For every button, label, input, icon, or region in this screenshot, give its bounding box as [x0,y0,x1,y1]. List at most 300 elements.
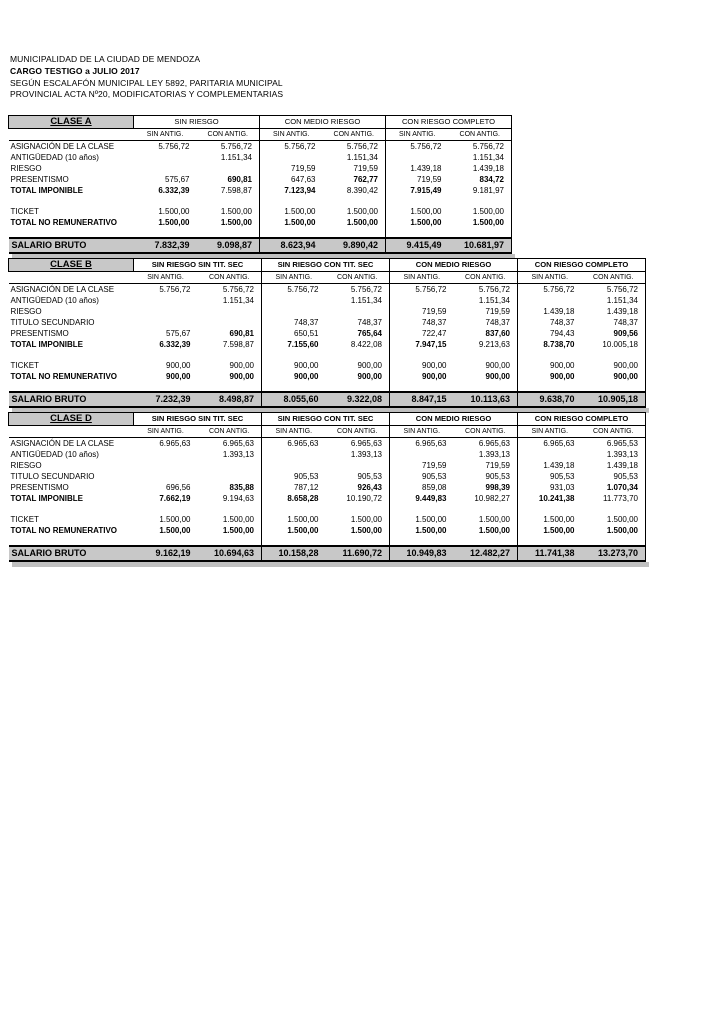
subheader-cell: CON ANTIG. [326,272,390,284]
group-header: CON MEDIO RIESGO [390,413,518,426]
row-label: TOTAL IMPONIBLE [10,340,83,349]
value-cell: 5.756,72 [197,141,260,153]
table-row [9,471,646,482]
spacer-cell [326,350,390,360]
table-row [9,152,512,163]
table-row [9,328,646,339]
spacer-cell [326,382,390,392]
value-cell: 7.662,19 [159,494,191,503]
value-cell: 719,59 [291,164,316,173]
salario-bruto-value: 8.623,94 [260,238,323,253]
value-cell: 900,00 [550,361,575,370]
value-cell: 909,56 [582,328,646,339]
value-cell [134,163,197,174]
spacer-cell [323,228,386,238]
value-cell: 900,00 [582,360,646,371]
value-cell: 765,64 [326,328,390,339]
value-cell: 10.241,38 [538,494,575,503]
value-cell [198,306,262,317]
value-cell: 8.738,70 [543,340,575,349]
value-cell: 900,00 [454,360,518,371]
salary-table-clase-d [8,412,646,562]
spacer-cell [134,228,197,238]
row-label: TOTAL NO REMUNERATIVO [10,526,118,535]
spacer-cell [9,536,134,546]
value-cell: 719,59 [422,461,447,470]
spacer-cell [386,196,449,206]
value-cell: 1.151,34 [454,295,518,306]
value-cell [134,460,198,471]
value-cell: 647,63 [291,175,316,184]
value-cell: 900,00 [294,361,319,370]
value-cell: 1.500,00 [287,515,319,524]
value-cell: 7.598,87 [197,185,260,196]
value-cell: 9.181,97 [449,185,512,196]
value-cell: 690,81 [198,328,262,339]
spacer-cell [454,536,518,546]
value-cell [134,295,198,306]
salario-bruto-row [9,392,646,407]
value-cell: 5.756,72 [582,284,646,296]
header-line-municipality: MUNICIPALIDAD DE LA CIUDAD DE MENDOZA [10,54,201,64]
table-row [9,493,646,504]
spacer-cell [197,196,260,206]
spacer-cell [454,350,518,360]
spacer-cell [9,504,134,514]
value-cell: 748,37 [326,317,390,328]
value-cell: 7.598,87 [198,339,262,350]
value-cell: 1.500,00 [454,514,518,525]
value-cell [134,449,198,460]
table-row [9,295,646,306]
value-cell [134,152,197,163]
value-cell: 6.332,39 [159,340,191,349]
spacer-cell [390,350,454,360]
salario-bruto-label: SALARIO BRUTO [9,238,134,253]
subheader-cell: SIN ANTIG. [386,129,449,141]
value-cell [198,317,262,328]
value-cell: 926,43 [326,482,390,493]
spacer-row [9,228,512,238]
value-cell: 1.500,00 [326,514,390,525]
value-cell: 10.190,72 [326,493,390,504]
subheader-cell: SIN ANTIG. [134,426,198,438]
row-label: PRESENTISMO [10,175,69,184]
value-cell: 762,77 [323,174,386,185]
spacer-cell [582,350,646,360]
clase-label: CLASE A [9,116,134,129]
clase-label: CLASE B [9,259,134,272]
value-cell: 900,00 [422,372,447,381]
spacer-cell [449,196,512,206]
subheader-cell: SIN ANTIG. [262,426,326,438]
spacer-row [9,504,646,514]
table-row [9,514,646,525]
row-label: ASIGNACIÓN DE LA CLASE [10,142,115,151]
subheader-cell: CON ANTIG. [326,426,390,438]
value-cell: 1.500,00 [197,206,260,217]
spacer-cell [134,504,198,514]
value-cell [262,295,326,306]
table-row [9,449,646,460]
spacer-cell [326,536,390,546]
spacer-cell [262,382,326,392]
value-cell: 1.439,18 [410,164,442,173]
table-row [9,185,512,196]
value-cell: 1.500,00 [543,515,575,524]
value-cell: 835,88 [198,482,262,493]
value-cell: 1.500,00 [410,218,442,227]
spacer-cell [9,350,134,360]
value-cell: 1.393,13 [582,449,646,460]
value-cell: 696,56 [166,483,191,492]
row-label: TOTAL NO REMUNERATIVO [10,218,118,227]
value-cell: 905,53 [326,471,390,482]
subheader-cell: CON ANTIG. [198,426,262,438]
row-label: RIESGO [10,307,42,316]
salario-bruto-value: 8.055,60 [262,392,326,407]
value-cell [134,306,198,317]
spacer-cell [390,382,454,392]
spacer-cell [134,196,197,206]
value-cell: 1.151,34 [582,295,646,306]
group-header-row [9,116,512,129]
salario-bruto-value: 13.273,70 [582,546,646,561]
spacer-row [9,382,646,392]
value-cell: 1.500,00 [159,515,191,524]
value-cell: 748,37 [294,318,319,327]
spacer-cell [518,350,582,360]
row-label: ANTIGÜEDAD (10 años) [10,153,99,162]
value-cell: 1.151,34 [326,295,390,306]
value-cell: 5.756,72 [543,285,575,294]
group-header: SIN RIESGO [134,116,260,129]
value-cell [386,152,449,163]
value-cell: 575,67 [166,329,191,338]
group-header: CON RIESGO COMPLETO [386,116,512,129]
row-label: RIESGO [10,164,42,173]
header-line-escalafon: SEGÚN ESCALAFÓN MUNICIPAL LEY 5892, PARITARIA MUNICIPAL [10,77,283,88]
value-cell [260,152,323,163]
value-cell: 905,53 [294,472,319,481]
value-cell: 6.965,63 [543,439,575,448]
value-cell: 1.500,00 [158,207,190,216]
table-row [9,163,512,174]
row-label: ASIGNACIÓN DE LA CLASE [10,439,115,448]
value-cell: 1.500,00 [323,206,386,217]
spacer-cell [454,504,518,514]
value-cell: 5.756,72 [326,284,390,296]
value-cell: 748,37 [582,317,646,328]
value-cell: 1.500,00 [323,217,386,228]
value-cell: 10.005,18 [582,339,646,350]
subheader-empty-cell [9,129,134,141]
value-cell: 1.500,00 [284,207,316,216]
value-cell: 1.500,00 [198,514,262,525]
group-header-row [9,259,646,272]
value-cell: 650,51 [294,329,319,338]
table-row [9,217,512,228]
subheader-row [9,272,646,284]
table-wrap-2 [8,258,649,413]
value-cell [390,295,454,306]
table-row [9,174,512,185]
value-cell: 905,53 [454,471,518,482]
row-label: TOTAL IMPONIBLE [10,494,83,503]
value-cell: 1.500,00 [582,514,646,525]
spacer-cell [386,228,449,238]
value-cell: 1.439,18 [449,163,512,174]
value-cell: 1.500,00 [284,218,316,227]
value-cell: 1.500,00 [159,526,191,535]
salary-table-clase-a [8,115,512,254]
value-cell: 1.439,18 [582,306,646,317]
value-cell: 5.756,72 [158,142,190,151]
value-cell [262,449,326,460]
value-cell: 1.500,00 [326,525,390,536]
value-cell: 1.500,00 [449,206,512,217]
value-cell: 837,60 [454,328,518,339]
value-cell: 748,37 [550,318,575,327]
row-label: TOTAL NO REMUNERATIVO [10,372,118,381]
value-cell: 748,37 [454,317,518,328]
subheader-cell: CON ANTIG. [582,426,646,438]
row-label: TICKET [10,207,39,216]
spacer-cell [9,382,134,392]
salario-bruto-value: 9.098,87 [197,238,260,253]
spacer-cell [134,382,198,392]
value-cell: 690,81 [197,174,260,185]
salario-bruto-value: 10.681,97 [449,238,512,253]
value-cell: 11.773,70 [582,493,646,504]
shadow-band [12,562,649,567]
document-header [10,54,283,101]
value-cell: 1.500,00 [415,515,447,524]
spacer-cell [454,382,518,392]
value-cell: 859,08 [422,483,447,492]
value-cell: 900,00 [166,372,191,381]
header-line-cargo-testigo: CARGO TESTIGO a JULIO 2017 [10,65,140,76]
table-row [9,206,512,217]
spacer-cell [582,536,646,546]
subheader-cell: CON ANTIG. [197,129,260,141]
spacer-cell [262,504,326,514]
subheader-cell: CON ANTIG. [449,129,512,141]
value-cell: 1.500,00 [449,217,512,228]
row-label: ANTIGÜEDAD (10 años) [10,296,99,305]
value-cell [518,449,582,460]
value-cell: 5.756,72 [287,285,319,294]
row-label: ASIGNACIÓN DE LA CLASE [10,285,115,294]
spacer-cell [582,504,646,514]
table-wrap-1 [8,115,515,259]
value-cell: 6.965,53 [582,438,646,450]
spacer-cell [9,196,134,206]
value-cell: 10.982,27 [454,493,518,504]
salario-bruto-value: 8.498,87 [198,392,262,407]
group-header: SIN RIESGO SIN TIT. SEC [134,259,262,272]
value-cell: 900,00 [550,372,575,381]
spacer-cell [134,536,198,546]
subheader-empty-cell [9,426,134,438]
spacer-row [9,196,512,206]
group-header: SIN RIESGO CON TIT. SEC [262,259,390,272]
table-row [9,438,646,450]
value-cell: 722,47 [422,329,447,338]
row-label: TOTAL IMPONIBLE [10,186,83,195]
value-cell: 7.947,15 [415,340,447,349]
table-row [9,525,646,536]
salario-bruto-row [9,238,512,253]
salario-bruto-value: 11.741,38 [518,546,582,561]
spacer-row [9,536,646,546]
salario-bruto-value: 9.638,70 [518,392,582,407]
value-cell: 6.965,63 [454,438,518,450]
subheader-cell: SIN ANTIG. [518,426,582,438]
salario-bruto-value: 10.905,18 [582,392,646,407]
value-cell: 834,72 [449,174,512,185]
value-cell: 5.756,72 [454,284,518,296]
row-label: TITULO SECUNDARIO [10,472,95,481]
group-header-row [9,413,646,426]
spacer-cell [262,536,326,546]
salario-bruto-label: SALARIO BRUTO [9,392,134,407]
value-cell [198,460,262,471]
value-cell: 905,53 [550,472,575,481]
value-cell: 787,12 [294,483,319,492]
row-label: PRESENTISMO [10,329,69,338]
header-line-acta: PROVINCIAL ACTA Nº20, MODIFICATORIAS Y COMPLEMENTARIAS [10,89,284,100]
salary-table-clase-b [8,258,646,408]
value-cell: 1.393,13 [198,449,262,460]
value-cell: 5.756,72 [323,141,386,153]
value-cell: 719,59 [454,460,518,471]
subheader-cell: SIN ANTIG. [390,426,454,438]
subheader-row [9,129,512,141]
spacer-cell [518,504,582,514]
value-cell [326,460,390,471]
salario-bruto-row [9,546,646,561]
salario-bruto-value: 12.482,27 [454,546,518,561]
salario-bruto-value: 11.690,72 [326,546,390,561]
row-label: ANTIGÜEDAD (10 años) [10,450,99,459]
value-cell: 1.439,18 [582,460,646,471]
table-row [9,371,646,382]
salario-bruto-value: 7.232,39 [134,392,198,407]
subheader-cell: CON ANTIG. [198,272,262,284]
row-label: TICKET [10,361,39,370]
value-cell: 900,00 [454,371,518,382]
subheader-cell: SIN ANTIG. [262,272,326,284]
value-cell: 1.393,13 [454,449,518,460]
value-cell: 719,59 [454,306,518,317]
subheader-cell: SIN ANTIG. [134,272,198,284]
spacer-cell [198,350,262,360]
value-cell: 905,53 [582,471,646,482]
salario-bruto-value: 8.847,15 [390,392,454,407]
value-cell: 7.155,60 [287,340,319,349]
table-row [9,339,646,350]
value-cell [326,306,390,317]
salario-bruto-value: 9.162,19 [134,546,198,561]
spacer-cell [323,196,386,206]
value-cell [262,460,326,471]
value-cell: 1.500,00 [582,525,646,536]
value-cell: 1.500,00 [287,526,319,535]
value-cell: 905,53 [422,472,447,481]
value-cell: 5.756,72 [449,141,512,153]
salario-bruto-label: SALARIO BRUTO [9,546,134,561]
value-cell: 1.500,00 [454,525,518,536]
value-cell [197,163,260,174]
value-cell: 1.439,18 [543,307,575,316]
salario-bruto-value: 9.415,49 [386,238,449,253]
value-cell: 6.965,63 [198,438,262,450]
subheader-cell: CON ANTIG. [454,272,518,284]
table-row [9,141,512,153]
spacer-cell [262,350,326,360]
value-cell: 1.500,00 [543,526,575,535]
value-cell: 900,00 [198,371,262,382]
clase-label: CLASE D [9,413,134,426]
value-cell: 900,00 [326,360,390,371]
value-cell: 1.151,34 [449,152,512,163]
value-cell: 794,43 [550,329,575,338]
subheader-cell: SIN ANTIG. [260,129,323,141]
salario-bruto-value: 10.949,83 [390,546,454,561]
group-header: SIN RIESGO SIN TIT. SEC [134,413,262,426]
value-cell: 1.439,18 [543,461,575,470]
value-cell: 6.965,63 [159,439,191,448]
salario-bruto-value: 9.890,42 [323,238,386,253]
spacer-cell [198,504,262,514]
spacer-cell [449,228,512,238]
value-cell [198,471,262,482]
spacer-cell [197,228,260,238]
value-cell: 6.332,39 [158,186,190,195]
spacer-cell [582,382,646,392]
subheader-row [9,426,646,438]
row-label: TITULO SECUNDARIO [10,318,95,327]
spacer-cell [260,196,323,206]
spacer-cell [390,504,454,514]
value-cell: 719,59 [422,307,447,316]
value-cell: 8.390,42 [323,185,386,196]
value-cell: 1.500,00 [197,217,260,228]
value-cell: 931,03 [550,483,575,492]
salario-bruto-value: 10.694,63 [198,546,262,561]
value-cell: 8.422,08 [326,339,390,350]
value-cell: 1.500,00 [410,207,442,216]
salario-bruto-value: 7.832,39 [134,238,197,253]
value-cell [134,317,198,328]
spacer-cell [198,382,262,392]
row-label: TICKET [10,515,39,524]
value-cell: 1.151,34 [323,152,386,163]
value-cell: 5.756,72 [415,285,447,294]
spacer-cell [134,350,198,360]
spacer-cell [9,228,134,238]
spacer-row [9,350,646,360]
table-row [9,482,646,493]
value-cell: 719,59 [323,163,386,174]
value-cell: 900,00 [582,371,646,382]
table-row [9,317,646,328]
spacer-cell [390,536,454,546]
value-cell: 1.500,00 [198,525,262,536]
value-cell: 7.915,49 [410,186,442,195]
value-cell: 9.213,63 [454,339,518,350]
